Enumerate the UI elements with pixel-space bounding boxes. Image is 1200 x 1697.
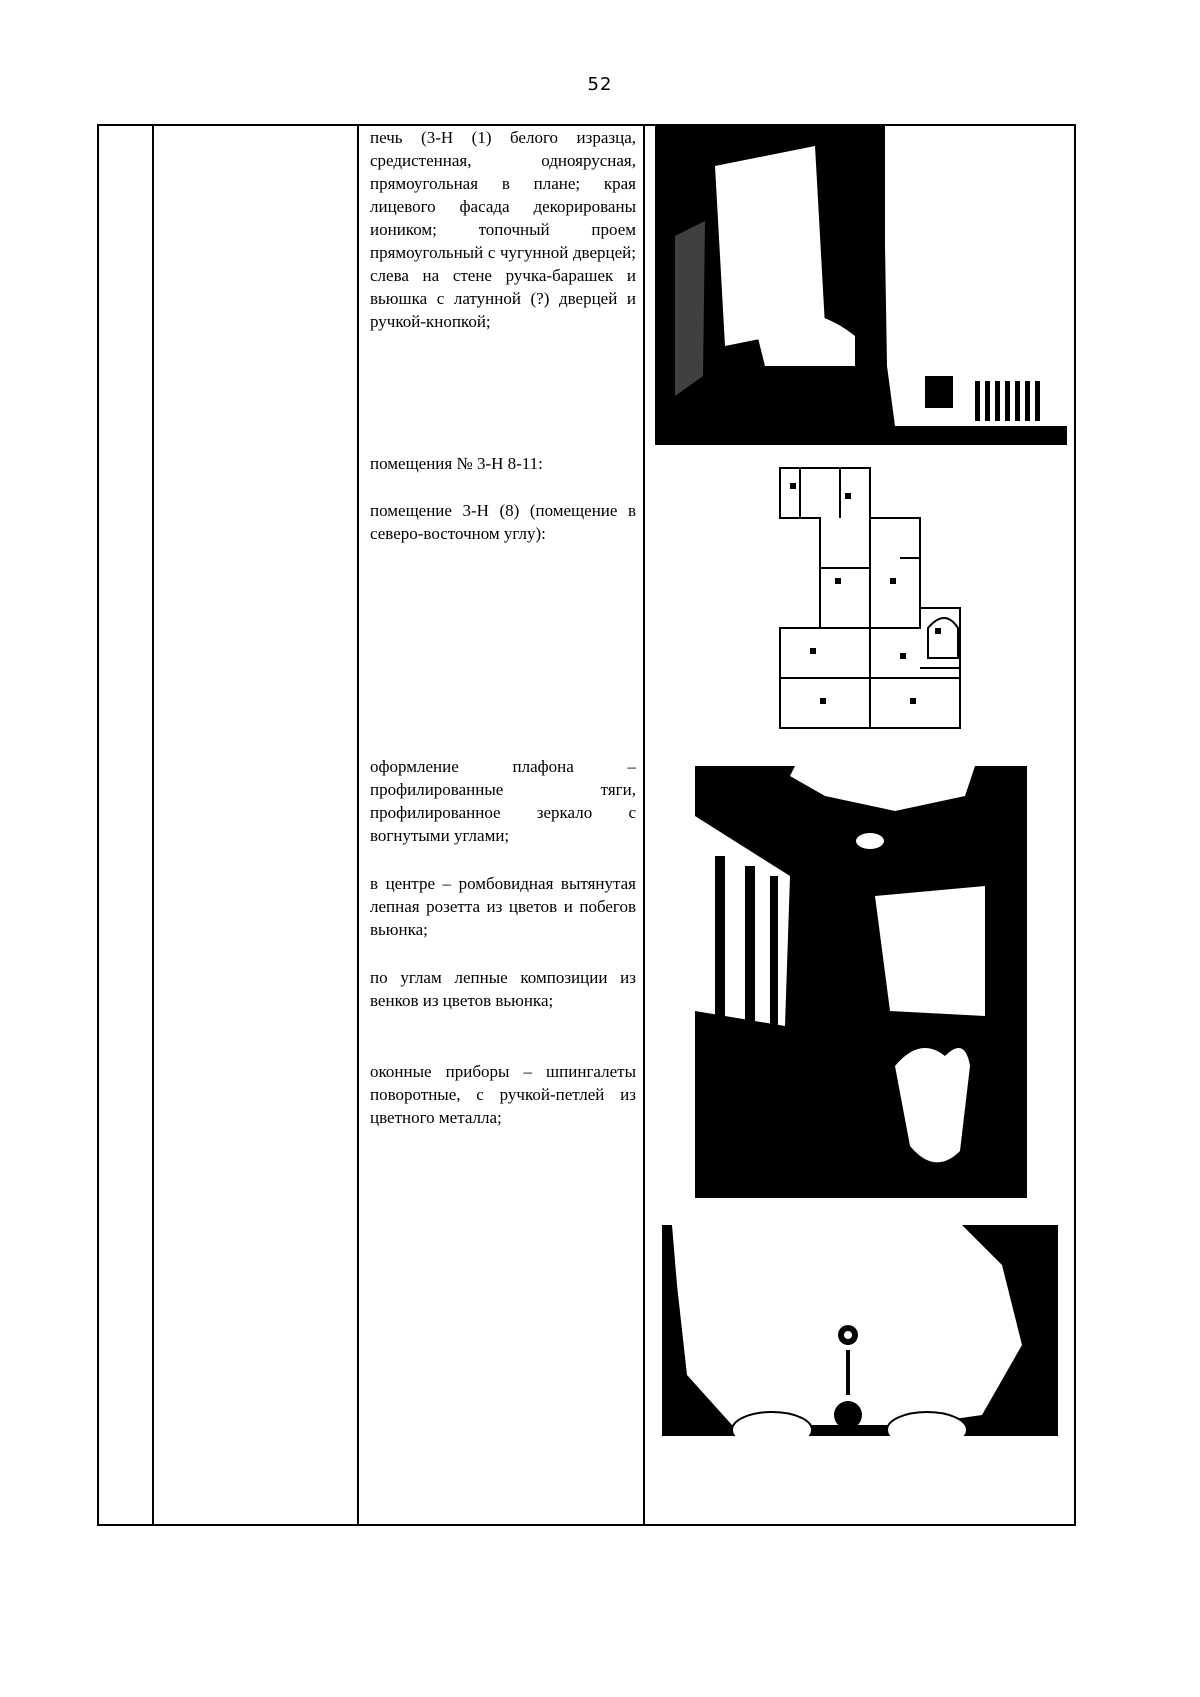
rosette-description: в центре – ромбовидная вытянутая лепная розетта из цветов и побегов вьюнка; bbox=[370, 874, 636, 939]
room-interior-photo bbox=[695, 766, 1027, 1198]
stove-photo bbox=[655, 126, 1067, 445]
floor-plan bbox=[760, 458, 972, 750]
column-divider-2 bbox=[357, 126, 359, 1524]
rooms-heading: помещения № 3-Н 8-11: bbox=[370, 454, 543, 473]
corner-decor-description: по углам лепные композиции из венков из цветов вьюнка; bbox=[370, 968, 636, 1010]
ceiling-rosette-photo bbox=[662, 1225, 1058, 1436]
page-number: 52 bbox=[587, 74, 613, 95]
room-8-heading: помещение 3-Н (8) (помещение в северо-восточном углу): bbox=[370, 501, 636, 543]
column-divider-1 bbox=[152, 126, 154, 1524]
stove-description: печь (3-Н (1) белого изразца, средистенная, одноярусная, прямоугольная в плане; края лицевого фасада декорированы иоником; топочный проем прямоугольный с чугунной дверцей; слева на стене ручка-барашек и вьюшка с латунной (?) дверцей и ручкой-кнопкой; bbox=[370, 128, 636, 331]
window-fittings-description: оконные приборы – шпингалеты поворотные, с ручкой-петлей из цветного металла; bbox=[370, 1062, 636, 1127]
ceiling-description: оформление плафона – профилированные тяги, профилированное зеркало с вогнутыми углами; bbox=[370, 757, 636, 845]
column-divider-3 bbox=[643, 126, 645, 1524]
